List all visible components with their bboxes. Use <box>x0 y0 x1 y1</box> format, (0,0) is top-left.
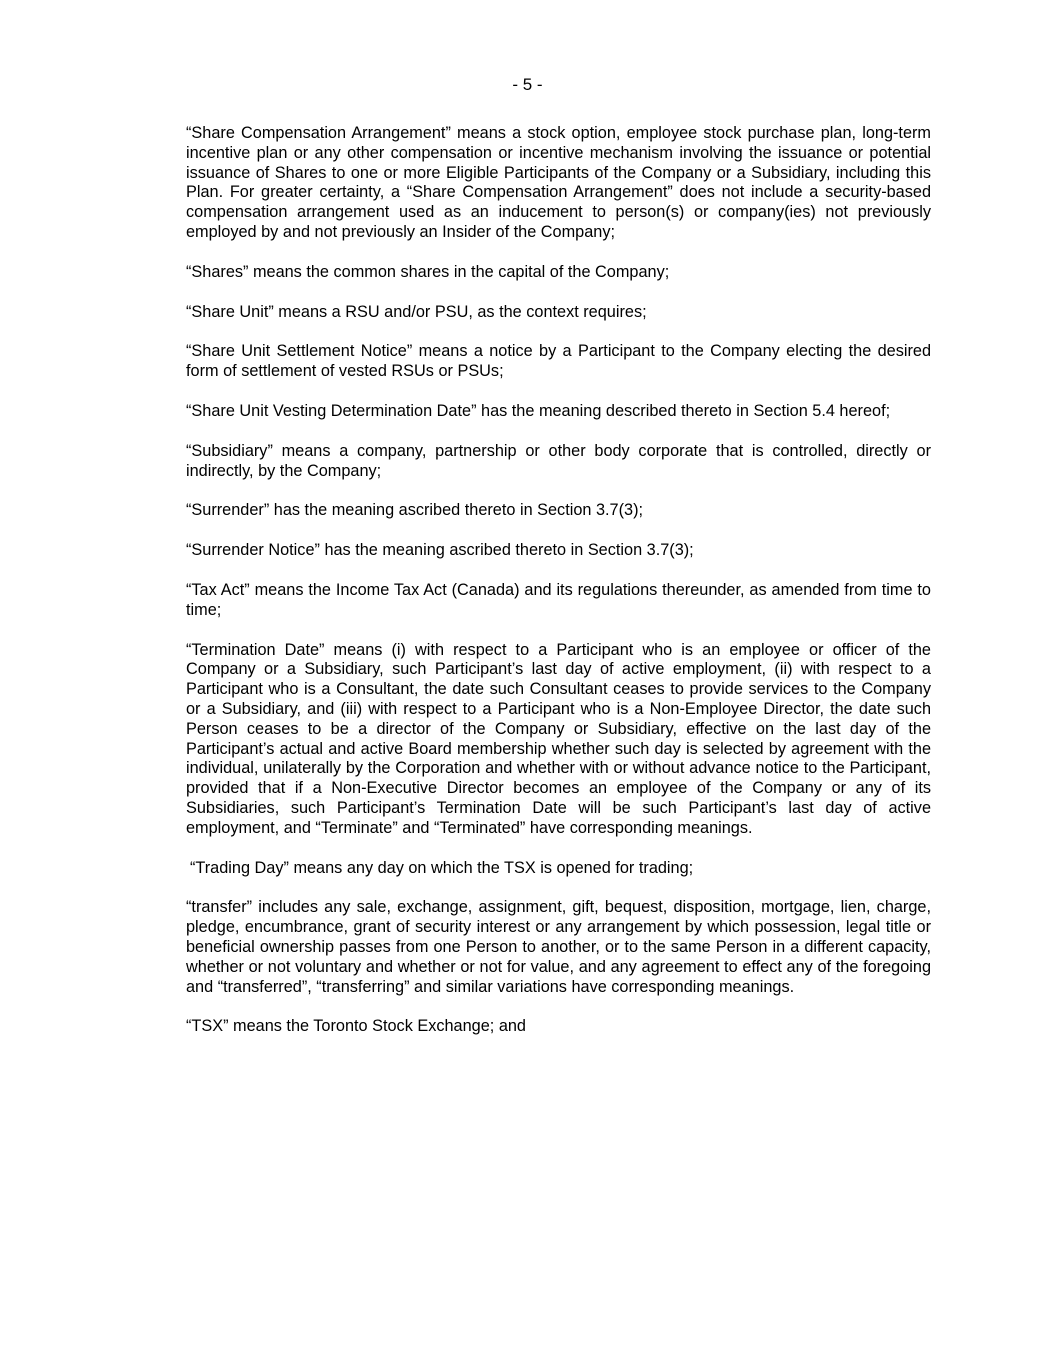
definition-trading-day: “Trading Day” means any day on which the TSX is opened for trading; <box>190 858 694 877</box>
definition-share-unit-vesting-determination-date: “Share Unit Vesting Determination Date” has the meaning described thereto in Section 5.4 hereof; <box>186 401 891 420</box>
definition-tax-act: “Tax Act” means the Income Tax Act (Canada) and its regulations thereunder, as amended from time to time; <box>186 580 931 619</box>
definition-surrender-notice: “Surrender Notice” has the meaning ascribed thereto in Section 3.7(3); <box>186 541 694 560</box>
definition-surrender: “Surrender” has the meaning ascribed thereto in Section 3.7(3); <box>186 501 644 520</box>
definition-tsx: “TSX” means the Toronto Stock Exchange; and <box>186 1017 526 1036</box>
definition-subsidiary: “Subsidiary” means a company, partnership or other body corporate that is controlled, directly or indirectly, by the Company; <box>186 441 931 480</box>
definition-share-compensation-arrangement: “Share Compensation Arrangement” means a stock option, employee stock purchase plan, long-term incentive plan or any other compensation or incentive mechanism involving the issuance or potential issuance of Shares to one or more Eligible Participants of the Company or a Subsidiary, including this Plan. For greater certainty, a “Share Compensation Arrangement” does not include a security-based compensation arrangement used as an inducement to person(s) or company(ies) not previously employed by and not previously an Insider of the Company; <box>186 124 931 241</box>
definition-transfer: “transfer” includes any sale, exchange, assignment, gift, bequest, disposition, mortgage, lien, charge, pledge, encumbrance, grant of security interest or any arrangement by which possession, legal title or beneficial ownership passes from one Person to another, or to the same Person in a different capacity, whether or not voluntary and whether or not for value, and any agreement to effect any of the foregoing and “transferred”, “transferring” and similar variations have corresponding meanings. <box>186 898 931 996</box>
definition-termination-date: “Termination Date” means (i) with respect to a Participant who is an employee or officer of the Company or a Subsidiary, such Participant’s last day of active employment, (ii) with respect to a Participant who is a Consultant, the date such Consultant ceases to provide services to the Company or a Subsidiary, and (iii) with respect to a Participant who is a Non-Employee Director, the date such Person ceases to be a director of the Company or Subsidiary, effective on the last day of the Participant’s actual and active Board membership whether such day is selected by agreement with the individual, unilaterally by the Corporation and whether with or without advance notice to the Participant, provided that if a Non-Executive Director becomes an employee of the Company or any of its Subsidiaries, such Participant’s Termination Date will be such Participant’s last day of active employment, and “Terminate” and “Terminated” have corresponding meanings. <box>186 640 931 837</box>
page-number: - 5 - <box>512 75 543 94</box>
definition-share-unit-settlement-notice: “Share Unit Settlement Notice” means a notice by a Participant to the Company electing the desired form of settlement of vested RSUs or PSUs; <box>186 342 931 381</box>
definition-share-unit: “Share Unit” means a RSU and/or PSU, as the context requires; <box>186 302 647 321</box>
definition-shares: “Shares” means the common shares in the capital of the Company; <box>186 262 670 281</box>
definitions-list <box>186 124 931 1057</box>
